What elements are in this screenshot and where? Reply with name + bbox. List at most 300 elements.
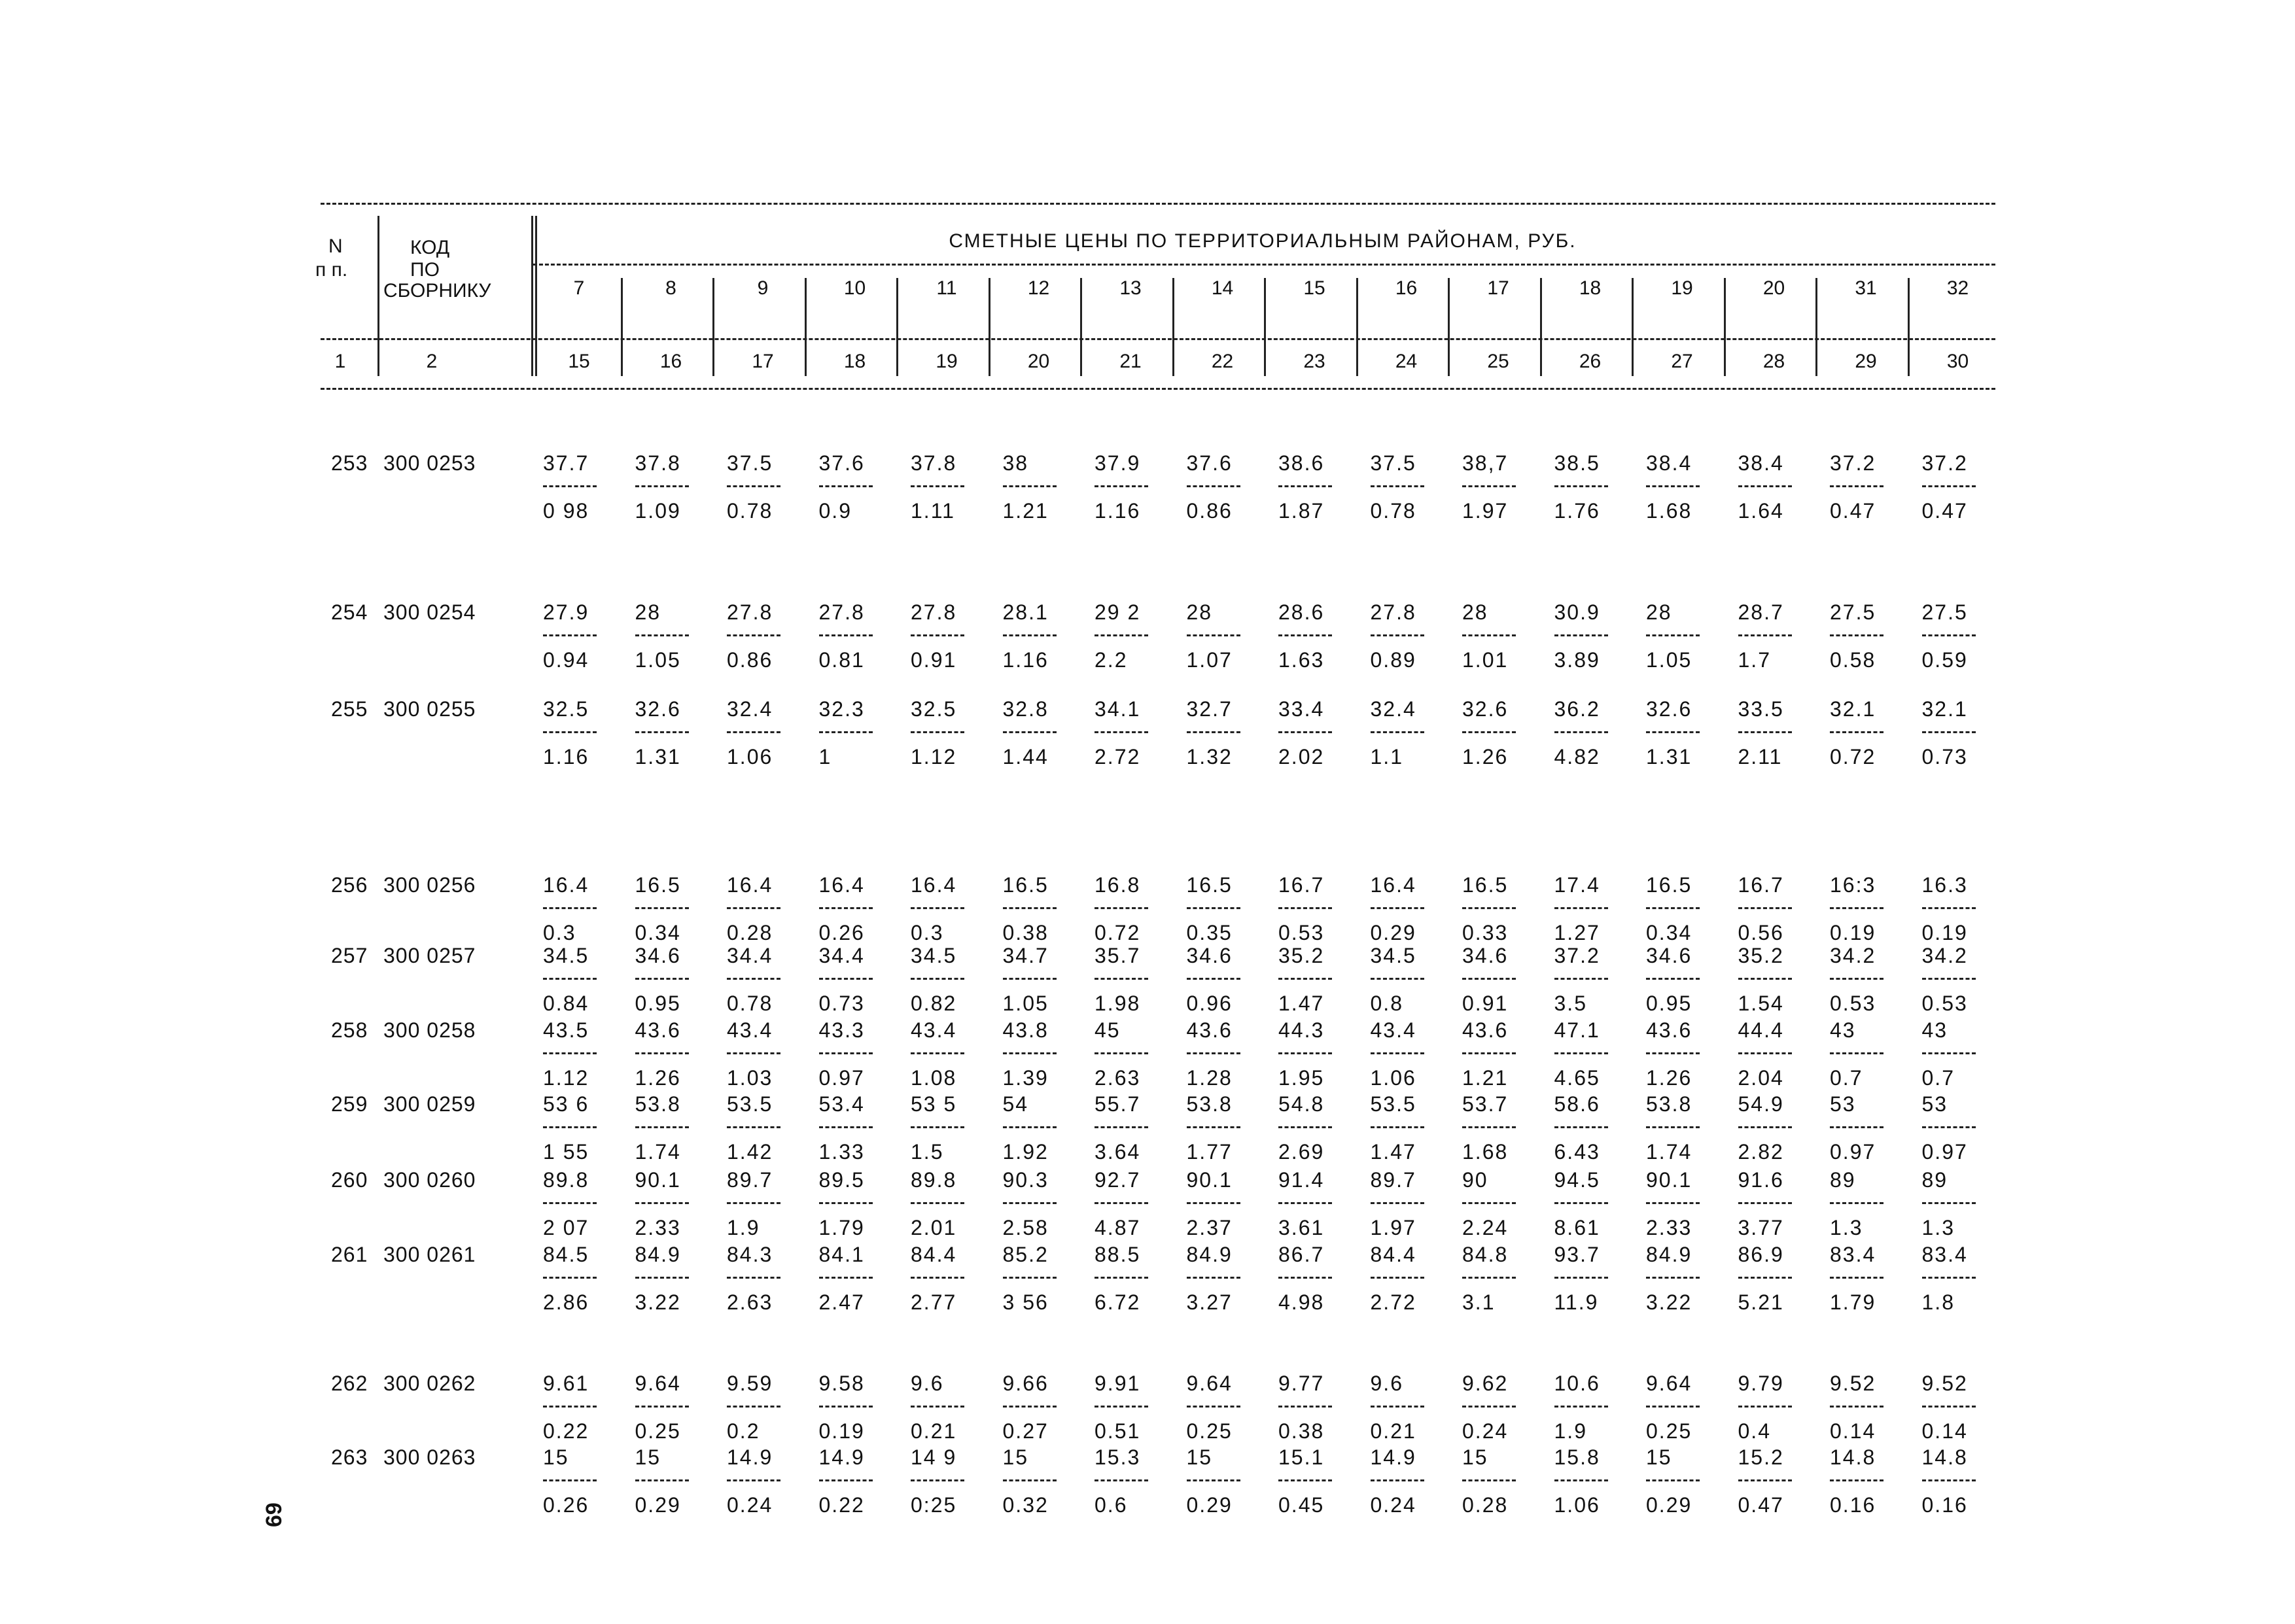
price-wage: 0.34 — [635, 921, 681, 944]
price-wage: 0.27 — [1002, 1419, 1049, 1443]
fraction-bar — [1922, 978, 1976, 980]
price-wage: 0.22 — [818, 1493, 865, 1517]
fraction-bar — [1095, 1479, 1148, 1481]
price-total: 14.8 — [1921, 1445, 1968, 1469]
fraction-bar — [1462, 634, 1516, 636]
fraction-bar — [1278, 1202, 1332, 1204]
price-total: 44.3 — [1278, 1018, 1325, 1042]
price-wage: 3.22 — [635, 1290, 681, 1314]
fraction-bar — [635, 485, 689, 487]
price-wage: 0.24 — [727, 1493, 773, 1517]
fraction-bar — [1922, 1052, 1976, 1054]
price-wage: 0.26 — [818, 921, 865, 944]
fraction-bar — [1554, 634, 1608, 636]
fraction-bar — [1738, 1277, 1792, 1279]
fraction-bar — [911, 634, 964, 636]
price-wage: 1.74 — [1646, 1140, 1692, 1164]
price-total: 38,7 — [1462, 451, 1509, 475]
fraction-bar — [635, 1126, 689, 1128]
fraction-bar — [1278, 1406, 1332, 1408]
price-total: 9.64 — [1646, 1372, 1692, 1395]
price-wage: 1.16 — [1095, 499, 1141, 523]
price-wage: 1.79 — [818, 1216, 865, 1239]
fraction-bar — [1922, 907, 1976, 909]
row-code: 300 0263 — [383, 1445, 476, 1469]
price-wage: 1.21 — [1462, 1066, 1509, 1090]
price-total: 55.7 — [1095, 1092, 1141, 1116]
price-total: 9.6 — [1370, 1372, 1403, 1395]
price-total: 84.8 — [1462, 1243, 1509, 1266]
price-total: 38.4 — [1738, 451, 1784, 475]
fraction-bar — [1003, 978, 1057, 980]
fraction-bar — [1095, 1202, 1148, 1204]
price-wage: 0.72 — [1095, 921, 1141, 944]
fraction-bar — [1003, 907, 1057, 909]
fraction-bar — [819, 634, 873, 636]
column-index: 15 — [568, 351, 590, 372]
fraction-bar — [1462, 907, 1516, 909]
column-divider — [1724, 278, 1726, 376]
price-total: 43.8 — [1002, 1018, 1049, 1042]
price-wage: 3.5 — [1554, 992, 1587, 1015]
price-total: 53 6 — [543, 1092, 589, 1116]
fraction-bar — [819, 485, 873, 487]
price-total: 16.4 — [543, 873, 589, 897]
price-total: 32.1 — [1830, 697, 1876, 721]
code-label-2: ПО — [410, 259, 440, 281]
row-code: 300 0258 — [383, 1018, 476, 1042]
price-total: 89.7 — [727, 1168, 773, 1192]
fraction-bar — [543, 1202, 597, 1204]
column-index: 26 — [1579, 351, 1602, 372]
fraction-bar — [1462, 485, 1516, 487]
price-wage: 0.4 — [1738, 1419, 1771, 1443]
fraction-bar — [1830, 485, 1883, 487]
price-wage: 1.98 — [1095, 992, 1141, 1015]
price-total: 37.8 — [635, 451, 681, 475]
fraction-bar — [1554, 1126, 1608, 1128]
price-total: 84.1 — [818, 1243, 865, 1266]
fraction-bar — [1922, 1202, 1976, 1204]
price-total: 94.5 — [1554, 1168, 1600, 1192]
price-total: 34.7 — [1002, 944, 1049, 967]
price-wage: 1.21 — [1002, 499, 1049, 523]
price-total: 90.1 — [1186, 1168, 1233, 1192]
price-total: 84.4 — [1370, 1243, 1416, 1266]
fraction-bar — [1738, 1406, 1792, 1408]
price-wage: 1.1 — [1370, 745, 1403, 769]
price-wage: 0.53 — [1830, 992, 1876, 1015]
column-index: 21 — [1119, 351, 1142, 372]
price-wage: 0.47 — [1738, 1493, 1784, 1517]
price-total: 9.77 — [1278, 1372, 1325, 1395]
price-total: 15.3 — [1095, 1445, 1141, 1469]
price-total: 34.5 — [543, 944, 589, 967]
price-wage: 0 98 — [543, 499, 589, 523]
price-wage: 0.7 — [1921, 1066, 1955, 1090]
price-wage: 1.05 — [1002, 992, 1049, 1015]
price-total: 16.4 — [727, 873, 773, 897]
price-wage: 3 56 — [1002, 1290, 1049, 1314]
fraction-bar — [1922, 634, 1976, 636]
price-total: 37.2 — [1921, 451, 1968, 475]
district-header: 17 — [1487, 277, 1509, 299]
price-wage: 3.77 — [1738, 1216, 1784, 1239]
fraction-bar — [543, 634, 597, 636]
price-wage: 1.26 — [1462, 745, 1509, 769]
price-total: 84.4 — [911, 1243, 957, 1266]
price-wage: 1.05 — [1646, 648, 1692, 672]
price-total: 90 — [1462, 1168, 1488, 1192]
fraction-bar — [1830, 731, 1883, 733]
fraction-bar — [911, 1406, 964, 1408]
fraction-bar — [911, 1479, 964, 1481]
price-total: 32.4 — [1370, 697, 1416, 721]
price-total: 34.6 — [1186, 944, 1233, 967]
price-total: 14.9 — [1370, 1445, 1416, 1469]
price-wage: 1.9 — [727, 1216, 760, 1239]
price-wage: 0.19 — [1921, 921, 1968, 944]
price-total: 9.6 — [911, 1372, 944, 1395]
price-wage: 1.3 — [1921, 1216, 1955, 1239]
price-total: 34.6 — [1646, 944, 1692, 967]
fraction-bar — [1646, 907, 1700, 909]
fraction-bar — [1646, 731, 1700, 733]
price-total: 16:3 — [1830, 873, 1876, 897]
row-code: 300 0260 — [383, 1168, 476, 1192]
fraction-bar — [543, 1406, 597, 1408]
district-header: 16 — [1395, 277, 1418, 299]
price-wage: 1.05 — [635, 648, 681, 672]
price-total: 89 — [1830, 1168, 1856, 1192]
price-total: 43.6 — [1186, 1018, 1233, 1042]
row-code: 300 0261 — [383, 1243, 476, 1266]
price-total: 37.7 — [543, 451, 589, 475]
price-wage: 0.84 — [543, 992, 589, 1015]
fraction-bar — [1830, 1479, 1883, 1481]
row-number: 261 — [331, 1243, 368, 1266]
price-total: 35.2 — [1738, 944, 1784, 967]
price-wage: 0:25 — [911, 1493, 957, 1517]
price-wage: 6.72 — [1095, 1290, 1141, 1314]
fraction-bar — [1278, 1052, 1332, 1054]
fraction-bar — [727, 1052, 780, 1054]
price-total: 15 — [1186, 1445, 1213, 1469]
price-wage: 1.01 — [1462, 648, 1509, 672]
fraction-bar — [1371, 978, 1424, 980]
fraction-bar — [1738, 1052, 1792, 1054]
prices-title: СМЕТНЫЕ ЦЕНЫ ПО ТЕРРИТОРИАЛЬНЫМ РАЙОНАМ, РУБ. — [949, 230, 1577, 252]
price-wage: 1.8 — [1921, 1290, 1955, 1314]
fraction-bar — [543, 1277, 597, 1279]
price-wage: 2.02 — [1278, 745, 1325, 769]
price-wage: 0.34 — [1646, 921, 1692, 944]
price-total: 89.5 — [818, 1168, 865, 1192]
fraction-bar — [1187, 731, 1240, 733]
price-total: 30.9 — [1554, 600, 1600, 624]
price-total: 16.5 — [1462, 873, 1509, 897]
district-header: 14 — [1211, 277, 1234, 299]
fraction-bar — [1371, 1479, 1424, 1481]
price-total: 16.5 — [635, 873, 681, 897]
fraction-bar — [1003, 485, 1057, 487]
price-total: 16.8 — [1095, 873, 1141, 897]
price-wage: 0.82 — [911, 992, 957, 1015]
fraction-bar — [1278, 485, 1332, 487]
fraction-bar — [1646, 1126, 1700, 1128]
price-wage: 1.79 — [1830, 1290, 1876, 1314]
price-wage: 0.14 — [1921, 1419, 1968, 1443]
price-wage: 4.65 — [1554, 1066, 1600, 1090]
price-wage: 0.97 — [818, 1066, 865, 1090]
price-total: 16.7 — [1738, 873, 1784, 897]
price-total: 53 — [1921, 1092, 1948, 1116]
price-total: 15 — [1462, 1445, 1488, 1469]
price-total: 27.5 — [1830, 600, 1876, 624]
price-wage: 1.39 — [1002, 1066, 1049, 1090]
fraction-bar — [1187, 1277, 1240, 1279]
price-total: 35.2 — [1278, 944, 1325, 967]
fraction-bar — [1554, 907, 1608, 909]
fraction-bar — [635, 1052, 689, 1054]
price-total: 16.4 — [818, 873, 865, 897]
price-total: 16.4 — [911, 873, 957, 897]
price-wage: 0.45 — [1278, 1493, 1325, 1517]
fraction-bar — [1830, 1202, 1883, 1204]
fraction-bar — [1646, 1479, 1700, 1481]
column-divider — [1080, 278, 1082, 376]
fraction-bar — [1187, 1126, 1240, 1128]
price-total: 84.5 — [543, 1243, 589, 1266]
price-wage: 1.42 — [727, 1140, 773, 1164]
price-wage: 1.33 — [818, 1140, 865, 1164]
column-divider — [535, 216, 537, 376]
price-wage: 0.24 — [1370, 1493, 1416, 1517]
price-total: 89.7 — [1370, 1168, 1416, 1192]
price-total: 34.4 — [818, 944, 865, 967]
price-total: 37.9 — [1095, 451, 1141, 475]
column-divider — [1172, 278, 1174, 376]
price-wage: 1.44 — [1002, 745, 1049, 769]
price-total: 27.8 — [818, 600, 865, 624]
price-total: 43.4 — [1370, 1018, 1416, 1042]
price-wage: 0.78 — [1370, 499, 1416, 523]
price-wage: 6.43 — [1554, 1140, 1600, 1164]
fraction-bar — [911, 1202, 964, 1204]
fraction-bar — [1922, 1406, 1976, 1408]
price-wage: 2.01 — [911, 1216, 957, 1239]
column-divider — [1632, 278, 1634, 376]
price-total: 43.3 — [818, 1018, 865, 1042]
price-wage: 2.37 — [1186, 1216, 1233, 1239]
price-wage: 0.91 — [1462, 992, 1509, 1015]
header-divider-code — [531, 216, 533, 376]
fraction-bar — [1922, 1277, 1976, 1279]
fraction-bar — [1830, 907, 1883, 909]
price-total: 43 — [1830, 1018, 1856, 1042]
price-total: 37.2 — [1554, 944, 1600, 967]
price-wage: 0.72 — [1830, 745, 1876, 769]
price-wage: 1.92 — [1002, 1140, 1049, 1164]
price-wage: 0.16 — [1830, 1493, 1876, 1517]
price-wage: 0.9 — [818, 499, 852, 523]
district-header: 11 — [936, 277, 957, 299]
price-total: 43.6 — [1646, 1018, 1692, 1042]
fraction-bar — [1554, 1479, 1608, 1481]
fraction-bar — [1278, 1126, 1332, 1128]
price-total: 28.6 — [1278, 600, 1325, 624]
fraction-bar — [727, 907, 780, 909]
price-total: 43.6 — [635, 1018, 681, 1042]
price-wage: 1.12 — [543, 1066, 589, 1090]
price-wage: 0.14 — [1830, 1419, 1876, 1443]
fraction-bar — [635, 1277, 689, 1279]
price-total: 37.5 — [1370, 451, 1416, 475]
fraction-bar — [1738, 634, 1792, 636]
price-total: 89.8 — [911, 1168, 957, 1192]
price-total: 54.9 — [1738, 1092, 1784, 1116]
price-total: 90.1 — [1646, 1168, 1692, 1192]
district-header: 7 — [573, 277, 585, 299]
price-wage: 0.28 — [727, 921, 773, 944]
price-wage: 0.59 — [1921, 648, 1968, 672]
row-code: 300 0262 — [383, 1372, 476, 1395]
price-wage: 0.38 — [1278, 1419, 1325, 1443]
row-number: 262 — [331, 1372, 368, 1395]
price-total: 27.8 — [1370, 600, 1416, 624]
fraction-bar — [1371, 731, 1424, 733]
price-wage: 1.7 — [1738, 648, 1771, 672]
price-total: 90.1 — [635, 1168, 681, 1192]
price-wage: 1.27 — [1554, 921, 1600, 944]
price-wage: 1 55 — [543, 1140, 589, 1164]
district-header: 18 — [1579, 277, 1602, 299]
fraction-bar — [1095, 1126, 1148, 1128]
price-total: 15 — [1646, 1445, 1672, 1469]
price-wage: 0.35 — [1186, 921, 1233, 944]
district-header: 32 — [1946, 277, 1969, 299]
price-wage: 0.97 — [1830, 1140, 1876, 1164]
price-wage: 4.87 — [1095, 1216, 1141, 1239]
price-total: 32.1 — [1921, 697, 1968, 721]
price-total: 34.2 — [1921, 944, 1968, 967]
price-total: 84.9 — [1186, 1243, 1233, 1266]
price-wage: 0.19 — [1830, 921, 1876, 944]
fraction-bar — [1278, 634, 1332, 636]
fraction-bar — [1187, 634, 1240, 636]
price-wage: 0.19 — [818, 1419, 865, 1443]
price-wage: 0.78 — [727, 992, 773, 1015]
column-index: 18 — [843, 351, 866, 372]
fraction-bar — [911, 1052, 964, 1054]
fraction-bar — [1646, 1277, 1700, 1279]
price-total: 32.3 — [818, 697, 865, 721]
fraction-bar — [1278, 978, 1332, 980]
fraction-bar — [1187, 1479, 1240, 1481]
fraction-bar — [1095, 731, 1148, 733]
fraction-bar — [1554, 1406, 1608, 1408]
price-total: 34.5 — [911, 944, 957, 967]
price-wage: 11.9 — [1554, 1290, 1599, 1314]
price-total: 32.7 — [1186, 697, 1233, 721]
price-wage: 0.94 — [543, 648, 589, 672]
price-total: 28 — [635, 600, 661, 624]
fraction-bar — [727, 1126, 780, 1128]
column-index: 19 — [936, 351, 958, 372]
fraction-bar — [911, 1277, 964, 1279]
fraction-bar — [1095, 634, 1148, 636]
column-divider — [1540, 278, 1542, 376]
price-total: 86.9 — [1738, 1243, 1784, 1266]
price-wage: 0.3 — [911, 921, 944, 944]
price-total: 9.52 — [1830, 1372, 1876, 1395]
fraction-bar — [1738, 1479, 1792, 1481]
price-total: 32.6 — [1462, 697, 1509, 721]
price-wage: 2.33 — [635, 1216, 681, 1239]
column-divider — [989, 278, 990, 376]
price-total: 84.9 — [635, 1243, 681, 1266]
row-number: 260 — [331, 1168, 368, 1192]
price-total: 33.5 — [1738, 697, 1784, 721]
fraction-bar — [1003, 731, 1057, 733]
price-wage: 1.9 — [1554, 1419, 1587, 1443]
price-total: 14.8 — [1830, 1445, 1876, 1469]
fraction-bar — [1095, 485, 1148, 487]
fraction-bar — [1371, 1202, 1424, 1204]
price-wage: 0.16 — [1921, 1493, 1968, 1517]
price-wage: 4.82 — [1554, 745, 1600, 769]
price-total: 10.6 — [1554, 1372, 1600, 1395]
price-total: 17.4 — [1554, 873, 1600, 897]
fraction-bar — [1646, 634, 1700, 636]
price-total: 43.4 — [911, 1018, 957, 1042]
fraction-bar — [819, 1052, 873, 1054]
fraction-bar — [819, 1277, 873, 1279]
fraction-bar — [1371, 1406, 1424, 1408]
price-wage: 1.03 — [727, 1066, 773, 1090]
fraction-bar — [543, 978, 597, 980]
column-divider — [1448, 278, 1450, 376]
fraction-bar — [1830, 1052, 1883, 1054]
column-index: 23 — [1303, 351, 1325, 372]
column-index: 22 — [1211, 351, 1234, 372]
fraction-bar — [1371, 1052, 1424, 1054]
price-total: 27.5 — [1921, 600, 1968, 624]
price-total: 9.59 — [727, 1372, 773, 1395]
price-wage: 2.63 — [727, 1290, 773, 1314]
price-wage: 1.32 — [1186, 745, 1233, 769]
district-header: 31 — [1855, 277, 1877, 299]
district-header: 9 — [757, 277, 769, 299]
district-header: 13 — [1119, 277, 1142, 299]
price-total: 54 — [1002, 1092, 1029, 1116]
column-divider — [1815, 278, 1817, 376]
price-wage: 1.26 — [635, 1066, 681, 1090]
price-wage: 1.16 — [543, 745, 589, 769]
fraction-bar — [1003, 1406, 1057, 1408]
row-number: 254 — [331, 600, 368, 624]
price-wage: 1.74 — [635, 1140, 681, 1164]
fraction-bar — [819, 1406, 873, 1408]
fraction-bar — [1646, 978, 1700, 980]
price-total: 53 5 — [911, 1092, 957, 1116]
price-total: 37.6 — [818, 451, 865, 475]
fraction-bar — [911, 978, 964, 980]
price-total: 36.2 — [1554, 697, 1600, 721]
column-divider — [1356, 278, 1358, 376]
fraction-bar — [1371, 1277, 1424, 1279]
fraction-bar — [1922, 731, 1976, 733]
